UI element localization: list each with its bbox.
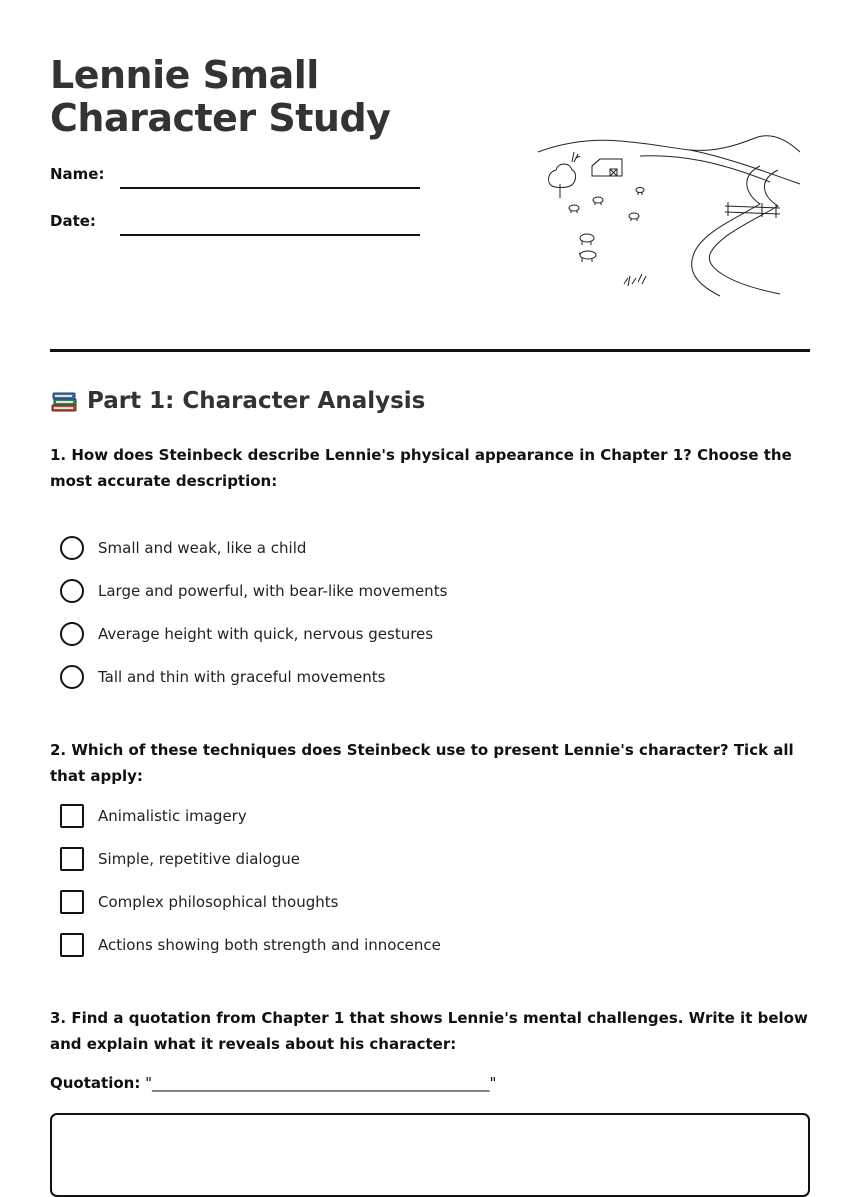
radio-button[interactable] (60, 665, 84, 689)
part1-title (50, 388, 425, 414)
q1-option-2[interactable] (60, 579, 447, 603)
checkbox[interactable] (60, 847, 84, 871)
option-label: Tall and thin with graceful movements (98, 668, 386, 686)
option-label: Complex philosophical thoughts (98, 893, 339, 911)
farm-landscape-illustration (530, 126, 810, 302)
radio-button[interactable] (60, 579, 84, 603)
option-label: Large and powerful, with bear-like movements (98, 582, 448, 600)
option-label: Small and weak, like a child (98, 539, 307, 557)
books-icon (50, 388, 78, 414)
quotation-label: Quotation: (50, 1074, 141, 1092)
date-field[interactable] (120, 234, 420, 236)
option-label: Actions showing both strength and innocence (98, 936, 441, 954)
q1-option-4[interactable] (60, 665, 385, 689)
date-label: Date: (50, 212, 96, 230)
q1-option-1[interactable] (60, 536, 306, 560)
q2-option-2[interactable] (60, 847, 300, 871)
name-field[interactable] (120, 187, 420, 189)
checkbox[interactable] (60, 804, 84, 828)
radio-button[interactable] (60, 622, 84, 646)
checkbox[interactable] (60, 890, 84, 914)
option-label: Animalistic imagery (98, 807, 247, 825)
quotation-line[interactable] (50, 1074, 496, 1092)
checkbox[interactable] (60, 933, 84, 957)
answer-textarea[interactable] (50, 1113, 810, 1197)
question-2: 2. Which of these techniques does Steinbeck use to present Lennie's character? Tick all that apply: (50, 741, 794, 785)
option-label: Average height with quick, nervous gestures (98, 625, 434, 643)
header-divider (50, 349, 810, 352)
part1-title-text: Part 1: Character Analysis (87, 388, 426, 414)
page-title: Lennie Small Character Study (50, 53, 391, 140)
q2-option-4[interactable] (60, 933, 441, 957)
q2-option-3[interactable] (60, 890, 338, 914)
name-label: Name: (50, 165, 105, 183)
q1-option-3[interactable] (60, 622, 433, 646)
question-3: 3. Find a quotation from Chapter 1 that shows Lennie's mental challenges. Write it below and explain what it reveals about his character: (50, 1009, 808, 1053)
q2-option-1[interactable] (60, 804, 247, 828)
quotation-blank[interactable]: "_____________________________________________" (145, 1074, 497, 1092)
question-1: 1. How does Steinbeck describe Lennie's physical appearance in Chapter 1? Choose the most accurate description: (50, 446, 792, 490)
radio-button[interactable] (60, 536, 84, 560)
option-label: Simple, repetitive dialogue (98, 850, 301, 868)
